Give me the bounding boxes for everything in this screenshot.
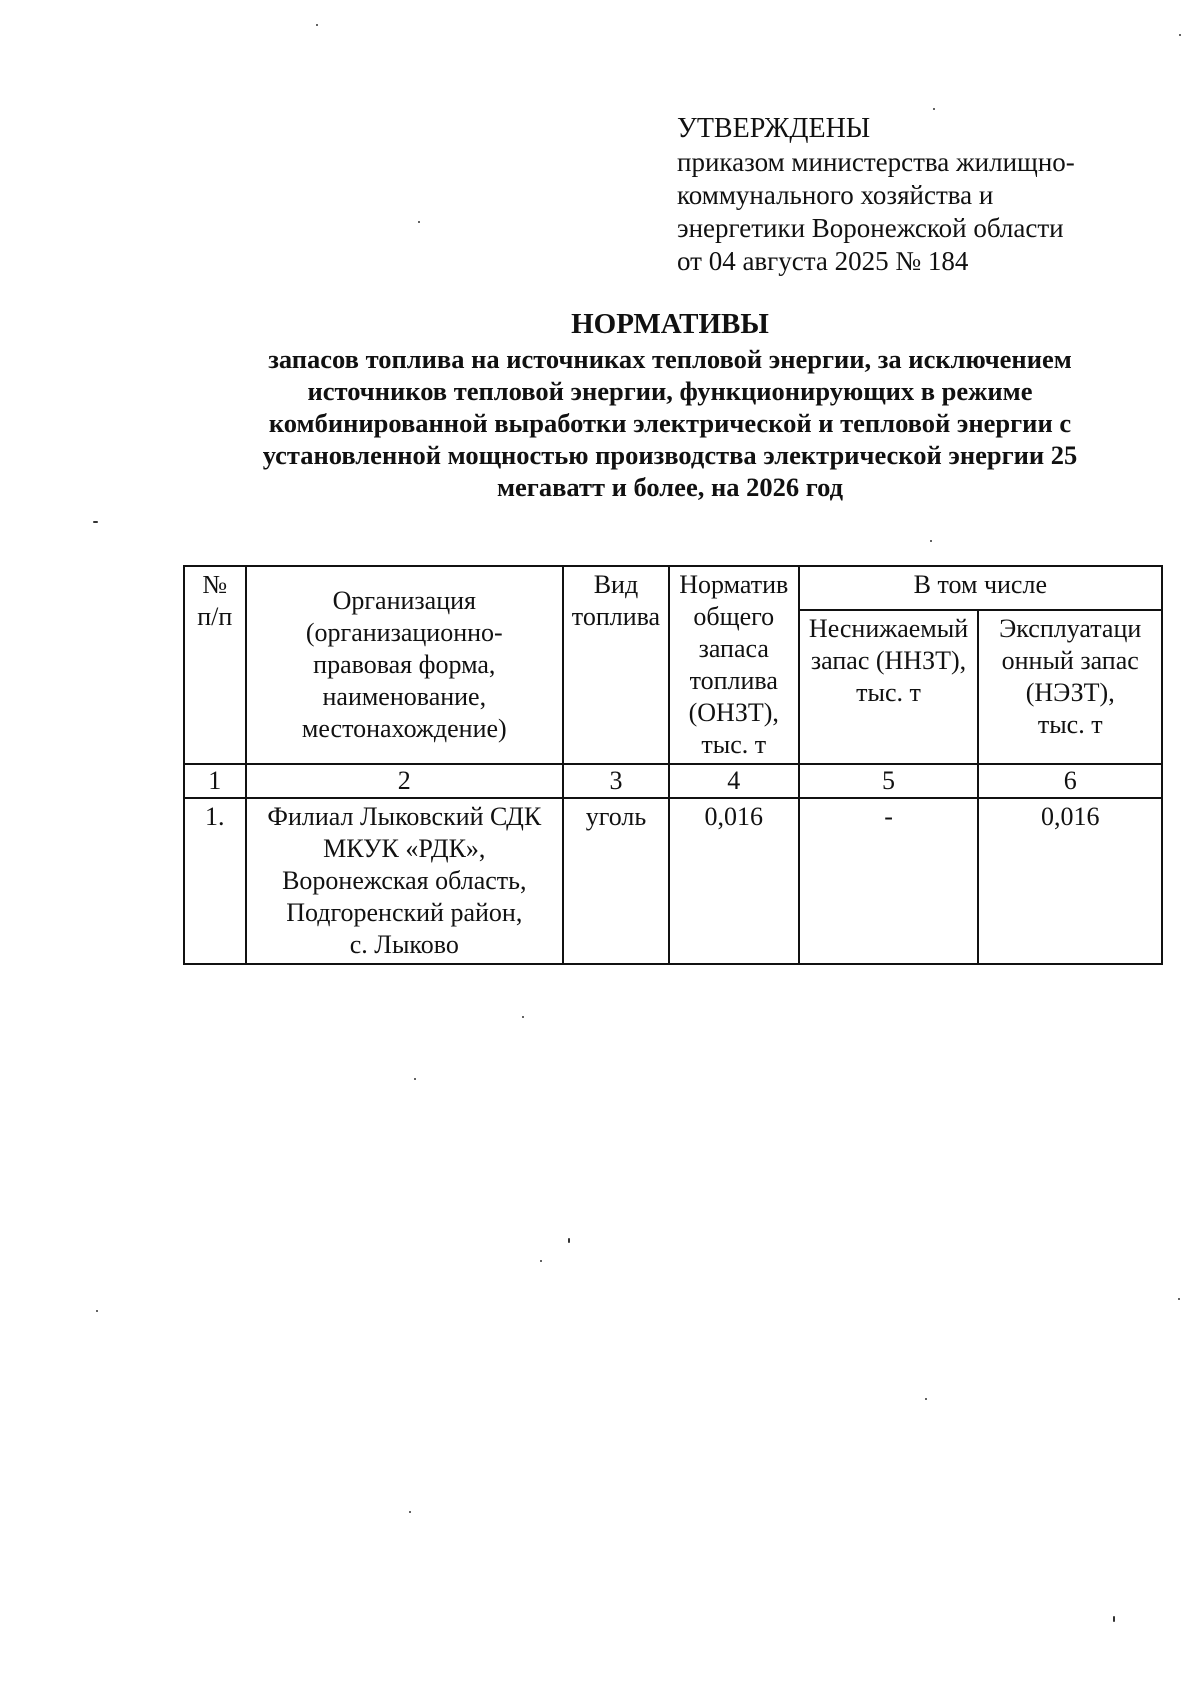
org-line: Филиал Лыковский СДК bbox=[267, 802, 542, 831]
scan-speck bbox=[316, 24, 318, 26]
title-subtitle bbox=[150, 343, 1190, 503]
row-organization bbox=[246, 798, 563, 964]
header-total-line: топлива bbox=[689, 666, 778, 695]
scan-speck bbox=[930, 540, 932, 542]
header-nezt bbox=[978, 610, 1162, 764]
scan-speck bbox=[418, 221, 420, 223]
header-num-line: п/п bbox=[197, 602, 233, 631]
header-fuel-line: топлива bbox=[571, 602, 661, 631]
scan-speck bbox=[522, 1016, 524, 1018]
org-line: МКУК «РДК», bbox=[323, 834, 486, 863]
subtitle-line: установленной мощностью производства электрической энергии 25 bbox=[262, 440, 1078, 470]
row-total-reserve: 0,016 bbox=[669, 798, 799, 964]
header-nnzt-line: тыс. т bbox=[856, 677, 921, 707]
column-index-row bbox=[184, 764, 1162, 798]
table-row bbox=[184, 798, 1162, 964]
row-nezt: 0,016 bbox=[978, 798, 1162, 964]
column-index: 2 bbox=[246, 764, 563, 798]
header-org-line: (организационно- bbox=[305, 618, 503, 647]
header-org-line: местонахождение) bbox=[301, 714, 507, 743]
header-nezt-line: (НЭЗТ), bbox=[1025, 677, 1115, 707]
scan-speck bbox=[568, 1238, 570, 1243]
subtitle-line: комбинированной выработки электрической и тепловой энергии с bbox=[268, 408, 1072, 438]
header-nezt-line: тыс. т bbox=[1037, 709, 1103, 739]
row-number: 1. bbox=[184, 798, 246, 964]
header-total-reserve bbox=[669, 566, 799, 764]
approval-line: коммунального хозяйства и bbox=[677, 180, 994, 210]
header-total-line: (ОНЗТ), bbox=[688, 698, 779, 727]
scan-speck bbox=[409, 1511, 411, 1513]
scan-speck bbox=[933, 108, 935, 110]
header-fuel-type bbox=[563, 566, 669, 764]
header-num-line: № bbox=[202, 570, 228, 599]
header-nnzt bbox=[799, 610, 979, 764]
norms-table bbox=[183, 565, 1163, 965]
column-index: 3 bbox=[563, 764, 669, 798]
column-index: 6 bbox=[978, 764, 1162, 798]
header-total-line: тыс. т bbox=[701, 730, 767, 759]
column-index: 5 bbox=[799, 764, 979, 798]
header-total-line: Норматив bbox=[679, 570, 789, 599]
scan-speck bbox=[1179, 34, 1181, 36]
header-total-line: общего bbox=[693, 602, 775, 631]
header-row bbox=[184, 566, 1162, 610]
column-index: 4 bbox=[669, 764, 799, 798]
header-total-line: запаса bbox=[698, 634, 769, 663]
approval-heading: УТВЕРЖДЕНЫ bbox=[677, 113, 871, 144]
row-fuel-type: уголь bbox=[563, 798, 669, 964]
subtitle-line: мегаватт и более, на 2026 год bbox=[496, 472, 843, 502]
header-org-line: Организация bbox=[332, 586, 476, 615]
subtitle-line: источников тепловой энергии, функционирующих в режиме bbox=[307, 376, 1033, 406]
header-org-line: наименование, bbox=[322, 682, 487, 711]
approval-line: приказом министерства жилищно- bbox=[677, 147, 1075, 177]
approval-block bbox=[677, 112, 1137, 278]
header-nnzt-line: запас (ННЗТ), bbox=[810, 645, 967, 675]
header-num bbox=[184, 566, 246, 764]
scan-speck bbox=[96, 1310, 98, 1312]
scan-speck bbox=[414, 1078, 416, 1080]
header-nnzt-line: Неснижаемый bbox=[808, 613, 969, 643]
title-main: НОРМАТИВЫ bbox=[571, 308, 769, 340]
header-nezt-line: Эксплуатаци bbox=[999, 613, 1142, 643]
header-organization bbox=[246, 566, 563, 764]
column-index: 1 bbox=[184, 764, 246, 798]
approval-line: энергетики Воронежской области bbox=[677, 213, 1064, 243]
scan-speck bbox=[1113, 1616, 1115, 1622]
header-including: В том числе bbox=[799, 566, 1162, 610]
scan-speck bbox=[93, 521, 98, 523]
header-nezt-line: онный запас bbox=[1001, 645, 1139, 675]
document-title bbox=[150, 305, 1190, 503]
header-fuel-line: Вид bbox=[593, 570, 639, 599]
org-line: с. Лыково bbox=[349, 930, 459, 959]
scan-speck bbox=[1178, 1298, 1180, 1300]
org-line: Подгоренский район, bbox=[286, 898, 523, 927]
approval-line: от 04 августа 2025 № 184 bbox=[677, 246, 969, 276]
scan-speck bbox=[925, 1398, 927, 1400]
row-nnzt: - bbox=[799, 798, 979, 964]
header-org-line: правовая форма, bbox=[313, 650, 496, 679]
org-line: Воронежская область, bbox=[282, 866, 527, 895]
scan-speck bbox=[540, 1260, 542, 1262]
subtitle-line: запасов топлива на источниках тепловой энергии, за исключением bbox=[268, 344, 1072, 374]
